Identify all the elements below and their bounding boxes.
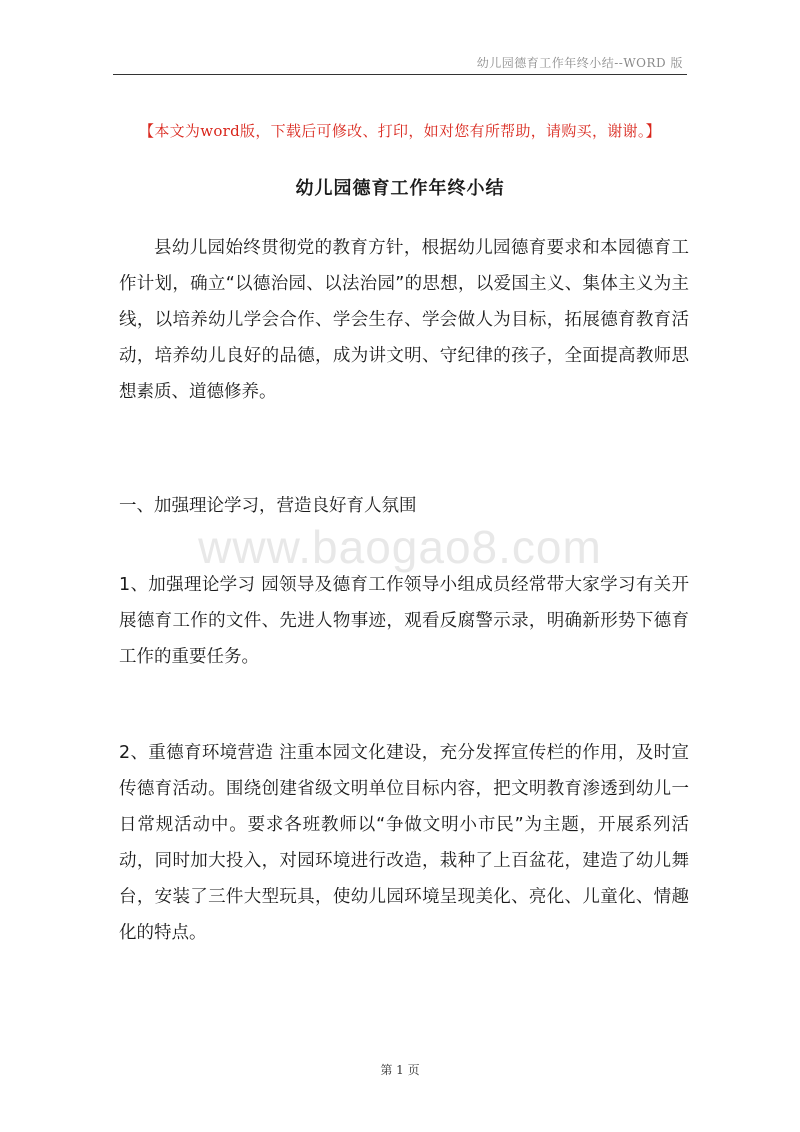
item-paragraph-1: 1、加强理论学习 园领导及德育工作领导小组成员经常带大家学习有关开展德育工作的文件、先进人物事迹，观看反腐警示录，明确新形势下德育工作的重要任务。 xyxy=(119,575,689,667)
watermark: www.baogao8.com xyxy=(198,521,602,573)
page-header-title: 幼儿园德育工作年终小结--WORD 版 xyxy=(476,56,683,70)
purchase-notice: 【本文为word版，下载后可修改、打印，如对您有所帮助，请购买，谢谢。】 xyxy=(139,122,661,140)
document-title: 幼儿园德育工作年终小结 xyxy=(295,178,505,199)
section-heading: 一、加强理论学习，营造良好育人氛围 xyxy=(119,496,417,516)
header-divider xyxy=(113,74,687,75)
item-paragraph-2: 2、重德育环境营造 注重本园文化建设，充分发挥宣传栏的作用，及时宣传德育活动。围绕创建省级文明单位目标内容，把文明教育渗透到幼儿一日常规活动中。要求各班教师以“争做文明小市民”为主题，开展系列活动，同时加大投入，对园环境进行改造，栽种了上百盆花，建造了幼儿舞台，安装了三件大型玩具，使幼儿园环境呈现美化、亮化、儿童化、情趣化的特点。 xyxy=(119,743,689,943)
page-number: 第 1 页 xyxy=(380,1063,420,1077)
intro-paragraph: 县幼儿园始终贯彻党的教育方针，根据幼儿园德育要求和本园德育工作计划，确立“以德治园、以法治园”的思想，以爱国主义、集体主义为主线，以培养幼儿学会合作、学会生存、学会做人为目标，拓展德育教育活动，培养幼儿良好的品德，成为讲文明、守纪律的孩子，全面提高教师思想素质、道德修养。 xyxy=(119,238,689,402)
